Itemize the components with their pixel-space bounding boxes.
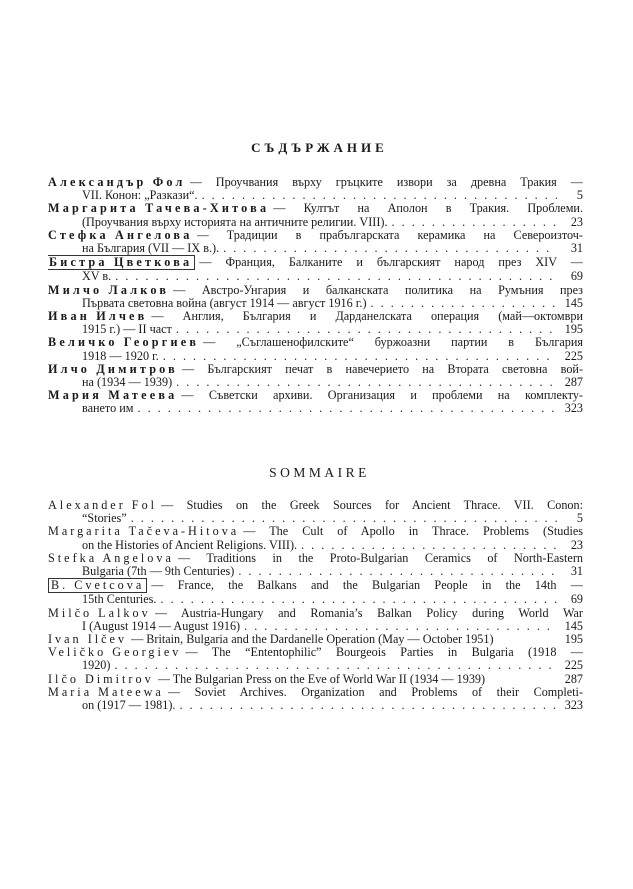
entry-title: — Studies on the Greek Sources for Ancient Thrace. VII. Conon: — [161, 499, 583, 512]
entry-page-number: 195 — [564, 322, 583, 337]
toc-entry[interactable] — [48, 499, 583, 525]
section-heading: СЪДЪРЖАНИЕ — [251, 140, 388, 155]
entry-author: B. Cvetcova — [48, 578, 147, 593]
entry-title-continued: Bulgaria (7th — 9th Centuries) — [82, 564, 235, 579]
dot-leader — [244, 620, 557, 633]
contents-french — [48, 465, 583, 712]
entry-author: Veličko Georgiev — [48, 645, 182, 660]
entry-title: — Britain, Bulgaria and the Dardanelle Operation (May — October 1951) — [131, 633, 494, 647]
entry-title-continued: 1915 г.) — II част — [82, 322, 172, 337]
entry-title: — France, the Balkans and the Bulgarian People in the 14th — — [151, 579, 583, 593]
dot-leader — [160, 593, 557, 606]
toc-list — [48, 499, 583, 712]
entry-page-number: 323 — [564, 698, 583, 713]
entry-page-number: 5 — [576, 188, 583, 203]
entry-author: Стефка Ангелова — [48, 227, 193, 242]
toc-list — [48, 176, 583, 416]
entry-title: — Традиции в прабългарската керамика на Североизточ- — [196, 228, 583, 242]
entry-page-number: 287 — [564, 375, 583, 390]
toc-entry[interactable] — [48, 202, 583, 228]
entry-author: Maria Mateewa — [48, 684, 164, 699]
entry-author: Alexander Fol — [48, 498, 158, 512]
toc-entry[interactable] — [48, 578, 583, 606]
dot-leader — [115, 270, 557, 283]
entry-page-number: 5 — [576, 511, 583, 526]
entry-author: Александър Фол — [48, 175, 186, 189]
toc-entry[interactable] — [48, 686, 583, 712]
entry-page-number: 23 — [570, 214, 583, 229]
entry-author: Иван Илчев — [48, 309, 148, 324]
entry-title-continued: ването им — [82, 401, 134, 416]
entry-author: Маргарита Тачева-Хитова — [48, 201, 270, 216]
entry-title-continued: на (1934 — 1939) — [82, 375, 173, 390]
entry-title-continued: VII. Конон: „Разкази“. — [82, 188, 198, 203]
entry-author: Stefka Angelova — [48, 550, 174, 565]
entry-page-number: 287 — [564, 671, 583, 686]
dot-leader — [223, 242, 557, 255]
entry-title: — Австро-Унгария и балканската политика на Румъния през — [173, 283, 583, 297]
toc-entry[interactable] — [48, 389, 583, 415]
dot-leader — [114, 659, 557, 672]
contents-bulgarian — [48, 140, 583, 416]
entry-author: Бистра Цветкова — [48, 255, 195, 270]
entry-author: Ilčo Dimitrov — [48, 671, 154, 686]
entry-title: — The Bulgarian Press on the Eve of World War II (1934 — 1939) — [157, 672, 486, 686]
entry-title: — „Съглашенофилските“ буржоазни партии в България — [203, 336, 583, 350]
entry-title-continued: 15th Centuries. — [82, 592, 157, 607]
entry-author: Ivan Ilčev — [48, 632, 128, 647]
dot-leader — [301, 539, 557, 552]
entry-title-continued: 1918 — 1920 г. — [82, 348, 159, 363]
toc-entry[interactable] — [48, 525, 583, 551]
entry-title-continued: “Stories” — [82, 511, 127, 526]
toc-entry[interactable] — [48, 552, 583, 578]
entry-title: — The Cult of Apollo in Thrace. Problems (Studies — [243, 525, 583, 539]
entry-author: Milčo Lalkov — [48, 605, 151, 620]
entry-title-continued: on (1917 — 1981). — [82, 698, 176, 713]
toc-entry[interactable] — [48, 310, 583, 336]
dot-leader — [238, 565, 557, 578]
entry-page-number: 225 — [564, 658, 583, 673]
entry-title: — Soviet Archives. Organization and Problems of their Completi- — [167, 685, 583, 699]
dot-leader — [392, 216, 557, 229]
dot-leader — [137, 402, 557, 415]
entry-title: — Култът на Аполон в Тракия. Проблеми. — [273, 202, 583, 216]
dot-leader — [176, 323, 557, 336]
entry-page-number: 145 — [564, 618, 583, 633]
entry-author: Margarita Tačeva-Hitova — [48, 524, 240, 539]
entry-title-continued: (Проучвания върху историята на античните религии. VIII). — [82, 214, 388, 229]
entry-title: — Проучвания върху гръцките извори за древна Тракия — — [189, 176, 583, 189]
entry-title: — The “Ententophilic” Bourgeois Parties in Bulgaria (1918 — — [185, 646, 583, 660]
dot-leader — [176, 376, 557, 389]
entry-page-number: 23 — [570, 537, 583, 552]
entry-page-number: 31 — [570, 241, 583, 256]
entry-title-continued: на България (VII — IX в.). — [82, 241, 220, 256]
dot-leader — [163, 350, 557, 363]
dot-leader — [371, 297, 557, 310]
entry-title-continued: I (August 1914 — August 1916) — [82, 618, 241, 633]
toc-entry[interactable] — [48, 176, 583, 202]
entry-page-number: 31 — [570, 564, 583, 579]
dot-leader — [179, 699, 557, 712]
section-heading: SOMMAIRE — [269, 465, 370, 480]
toc-entry[interactable] — [48, 255, 583, 283]
entry-title: — Traditions in the Proto-Bulgarian Ceramics of North-Eastern — [177, 551, 583, 565]
entry-title-continued: XV в. — [82, 269, 112, 284]
entry-page-number: 323 — [564, 401, 583, 416]
entry-page-number: 145 — [564, 295, 583, 310]
entry-title: — Austria-Hungary and Romania’s Balkan Policy during World War — [154, 606, 583, 620]
entry-page-number: 225 — [564, 348, 583, 363]
toc-entry[interactable] — [48, 607, 583, 633]
entry-title-continued: on the Histories of Ancient Religions. VIII). — [82, 537, 298, 552]
toc-entry[interactable] — [48, 646, 583, 672]
toc-entry[interactable] — [48, 229, 583, 255]
entry-title: — Българският печат в навечерието на Втората световна вой- — [181, 362, 583, 376]
toc-entry[interactable] — [48, 336, 583, 362]
toc-entry[interactable] — [48, 284, 583, 310]
entry-page-number: 69 — [570, 592, 583, 607]
toc-entry[interactable] — [48, 673, 583, 686]
entry-author: Илчо Димитров — [48, 361, 178, 376]
entry-page-number: 195 — [564, 632, 583, 647]
entry-title-continued: Първата световна война (август 1914 — август 1916 г.) — [82, 295, 367, 310]
entry-author: Величко Георгиев — [48, 335, 200, 350]
entry-page-number: 69 — [570, 269, 583, 284]
entry-author: Милчо Лалков — [48, 282, 170, 297]
entry-title-continued: 1920) — [82, 658, 111, 673]
entry-title: — Англия, България и Дарданелската операция (май—октомври — [151, 310, 583, 324]
entry-title: — Съветски архиви. Организация и проблеми на комплекту- — [181, 389, 583, 403]
entry-title: — Франция, Балканите и българският народ през XIV — — [199, 256, 583, 270]
toc-entry[interactable] — [48, 363, 583, 389]
entry-author: Мария Матеева — [48, 388, 178, 403]
